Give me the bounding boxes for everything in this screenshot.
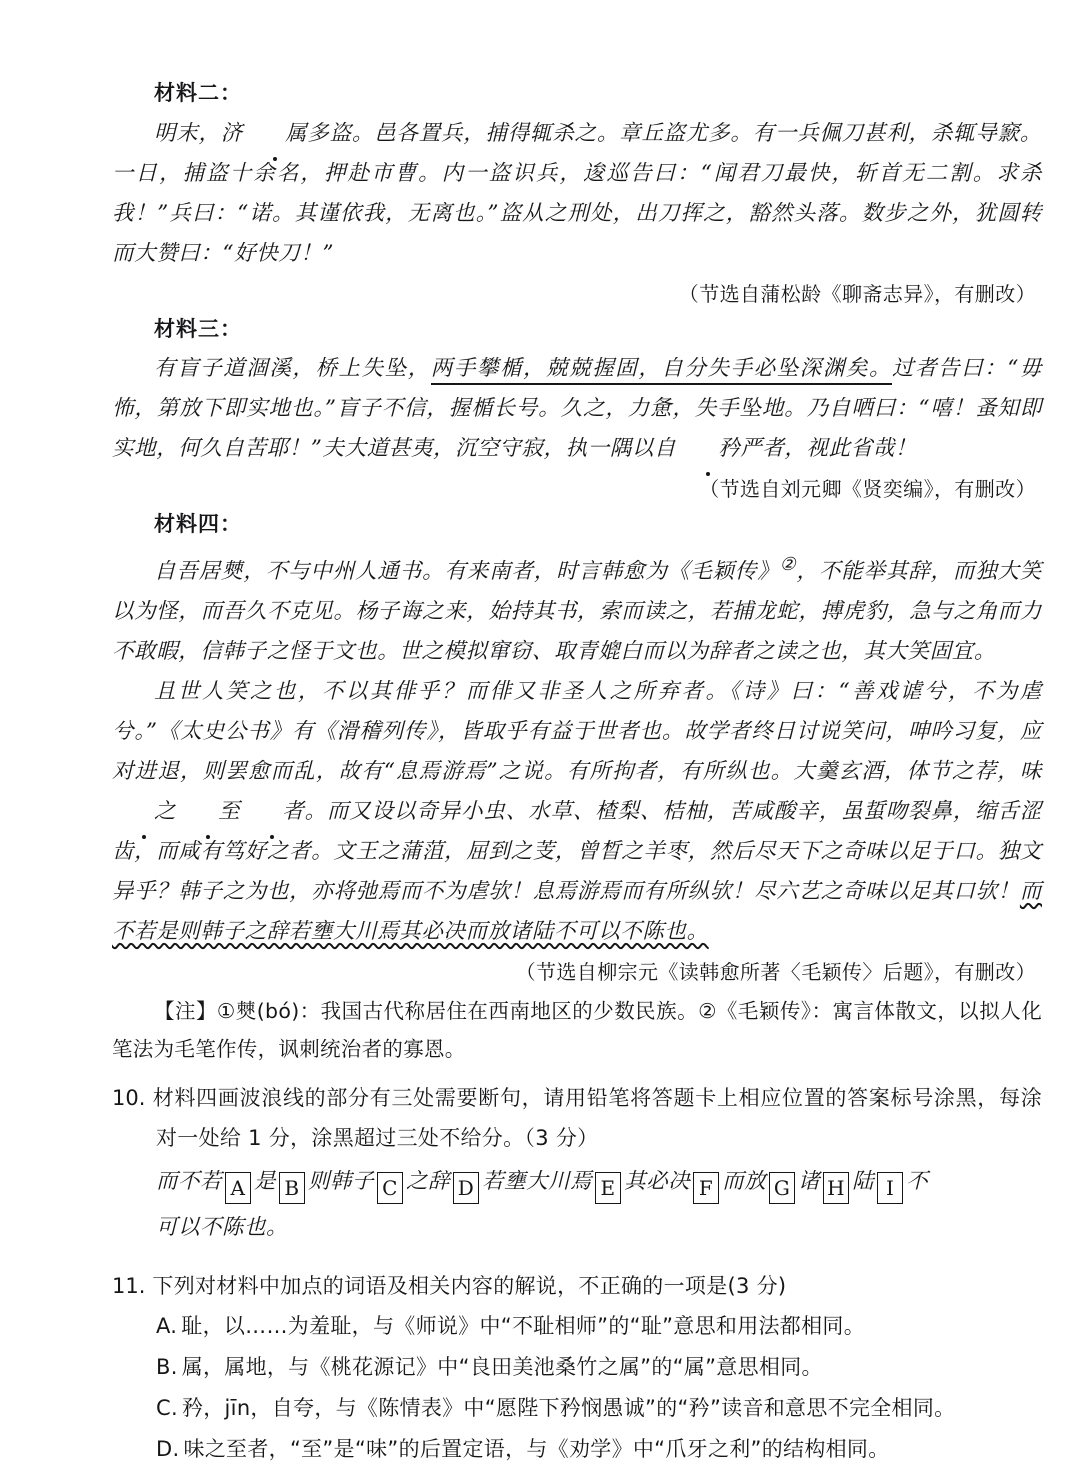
material-four-emphasis-zhizhizhe: 之 至 者: [112, 799, 304, 824]
question-11-text: 下列对材料中加点的词语及相关内容的解说，不正确的一项是(3 分): [152, 1273, 787, 1298]
material-three-text-c: 严者，视此省哉！: [740, 436, 918, 461]
question-10-stem: [112, 1078, 1042, 1158]
footnote-marker: 【注】: [154, 998, 217, 1023]
seg-text-4: 若壅大川焉: [482, 1168, 593, 1194]
answer-box-b[interactable]: B: [279, 1172, 305, 1204]
material-four-text-d: 。而又设以奇异小虫、水草、楂梨、桔柚，苦咸酸辛，虽蜇吻裂鼻，缩舌涩齿，而咸有笃好之者。文王之蒲菹，屈到之芰，曾晳之羊枣，然后尽天下之奇味以足于口。独文异乎？韩子之为也，亦将弛焉而不为虐欤！息焉游焉而有所纵欤！尽六艺之奇味以足其口欤！: [112, 798, 1042, 904]
material-four-wavy-clause: 而不若是则韩子之辞若壅大川焉其必决而放诸陆不可以不陈也。: [112, 878, 1042, 944]
option-d-text: 味之至者，“至”是“味”的后置定语，与《劝学》中“爪牙之利”的结构相同。: [183, 1436, 890, 1461]
option-a-text: 耻，以……为羞耻，与《师说》中“不耻相师”的“耻”意思和用法都相同。: [181, 1313, 865, 1338]
question-11-option-c[interactable]: [156, 1388, 1042, 1429]
option-b-key: B.: [156, 1354, 178, 1379]
material-three-text-b: 过者告曰：“毋怖，第放下即实地也。”盲子不信，握楯长号。久之，力惫，失手坠地。乃自哂曰：“嘻！蚤知即实地，何久自苦耶！”夫大道甚夷，沉空守寂，执一隅以自: [112, 356, 1042, 461]
answer-box-g[interactable]: G: [769, 1172, 795, 1204]
footnotes: [112, 992, 1042, 1068]
seg-text-3: 之辞: [406, 1168, 451, 1194]
material-two-text: 明末，济 属多盗。邑各置兵，捕得辄杀之。章丘盗尤多。有一兵佩刀甚利，杀辄导窾。一日，捕盗十余名，押赴市曹。内一盗识兵，逡巡告曰：“闻君刀最快，斩首无二割。求杀我！”兵曰：“诺。其谨依我，无离也。”盗从之刑处，出刀挥之，豁然头落。数步之外，犹圆转而大赞曰：“好快刀！”: [112, 121, 1042, 266]
question-11-option-d[interactable]: [156, 1429, 1042, 1470]
material-two-emphasis-shu: 属: [243, 114, 307, 154]
question-11-option-a[interactable]: [156, 1306, 1042, 1347]
seg-text-1: 是: [254, 1168, 277, 1194]
answer-box-e[interactable]: E: [595, 1172, 621, 1204]
answer-box-d[interactable]: D: [453, 1172, 479, 1204]
material-three-text-a: 有盲子道涸溪，桥上失坠，: [154, 356, 431, 381]
option-b-text: 属，属地，与《桃花源记》中“良田美池桑竹之属”的“属”意思相同。: [181, 1354, 823, 1379]
material-two-body: [112, 114, 1042, 274]
option-c-key: C.: [156, 1395, 178, 1420]
option-c-text: 矜，jīn，自夸，与《陈情表》中“愿陛下矜悯愚诚”的“矜”读音和意思不完全相同。: [181, 1395, 956, 1420]
option-d-key: D.: [156, 1436, 180, 1461]
material-four-para-1: [112, 545, 1042, 672]
answer-box-f[interactable]: F: [693, 1172, 719, 1204]
question-10-text: 材料四画波浪线的部分有三处需要断句，请用铅笔将答题卡上相应位置的答案标号涂黑，每涂对一处给 1 分，涂黑超过三处不给分。（3 分）: [152, 1085, 1042, 1150]
question-11-stem: [112, 1266, 1042, 1306]
material-two-label: 材料二：: [154, 81, 242, 105]
question-10-tail: 可以不陈也。: [156, 1214, 289, 1240]
material-three-underlined: 两手攀楯，兢兢握固，自分失手必坠深渊矣。: [431, 356, 892, 385]
page-content: [112, 78, 1042, 1470]
footnote-ref-2: ②: [779, 553, 797, 575]
material-four-text-b: ，不能举其辞，而独大笑以为怪，而吾久不克见。杨子诲之来，始持其书，索而读之，若捕龙蛇，搏虎豹，急与之角而力不敢暇，信韩子之怪于文也。世之模拟窜窃、取青媲白而以为辞者之读之也，其大笑固宜。: [112, 558, 1043, 664]
seg-text-2: 则韩子: [308, 1168, 375, 1194]
seg-tail-start: 不: [906, 1168, 929, 1194]
answer-box-i[interactable]: I: [877, 1172, 903, 1204]
seg-text-7: 诸: [798, 1168, 821, 1194]
seg-text-8: 陆: [852, 1168, 875, 1194]
seg-text-6: 而放: [722, 1168, 767, 1194]
question-11-number: 11.: [112, 1273, 146, 1298]
answer-box-h[interactable]: H: [823, 1172, 849, 1204]
question-11-option-b[interactable]: [156, 1347, 1042, 1388]
seg-text-5: 其必决: [624, 1168, 691, 1194]
material-three-emphasis-jin: 矜: [676, 429, 740, 469]
material-three-source: （节选自刘元卿《贤奕编》，有删改）: [699, 477, 1036, 501]
seg-text-0: 而不若: [156, 1168, 223, 1194]
footnote-text: ①僰(bó)：我国古代称居住在西南地区的少数民族。②《毛颖传》：寓言体散文，以拟人化笔法为毛笔作传，讽刺统治者的寡恩。: [112, 998, 1043, 1061]
material-four-para-2: [112, 672, 1042, 952]
question-10-segmentation-line: [156, 1158, 1042, 1206]
material-four-text-a: 自吾居僰，不与中州人通书。有来南者，时言韩愈为《毛颖传》: [154, 558, 780, 584]
material-four-source: （节选自柳宗元《读韩愈所著〈毛颖传〉后题》，有删改）: [515, 959, 1036, 984]
option-a-key: A.: [156, 1313, 178, 1338]
answer-box-c[interactable]: C: [377, 1172, 403, 1204]
material-three-label: 材料三：: [154, 316, 242, 341]
question-10-number: 10.: [112, 1085, 146, 1110]
answer-box-a[interactable]: A: [225, 1172, 251, 1204]
material-four-text-c: 且世人笑之也，不以其俳乎？而俳又非圣人之所弃者。《诗》曰：“善戏谑兮，不为虐兮。”《太史公书》有《滑稽列传》，皆取乎有益于世者也。故学者终日讨说笑问，呻吟习复，应对进退，则罢愈而乱，故有“息焉游焉”之说。有所拘者，有所纵也。大羹玄酒，体节之荐，味: [112, 678, 1042, 784]
material-three-body: [112, 349, 1042, 469]
material-four-label: 材料四：: [154, 512, 242, 536]
material-two-source: （节选自蒲松龄《聊斋志异》，有删改）: [678, 281, 1036, 306]
